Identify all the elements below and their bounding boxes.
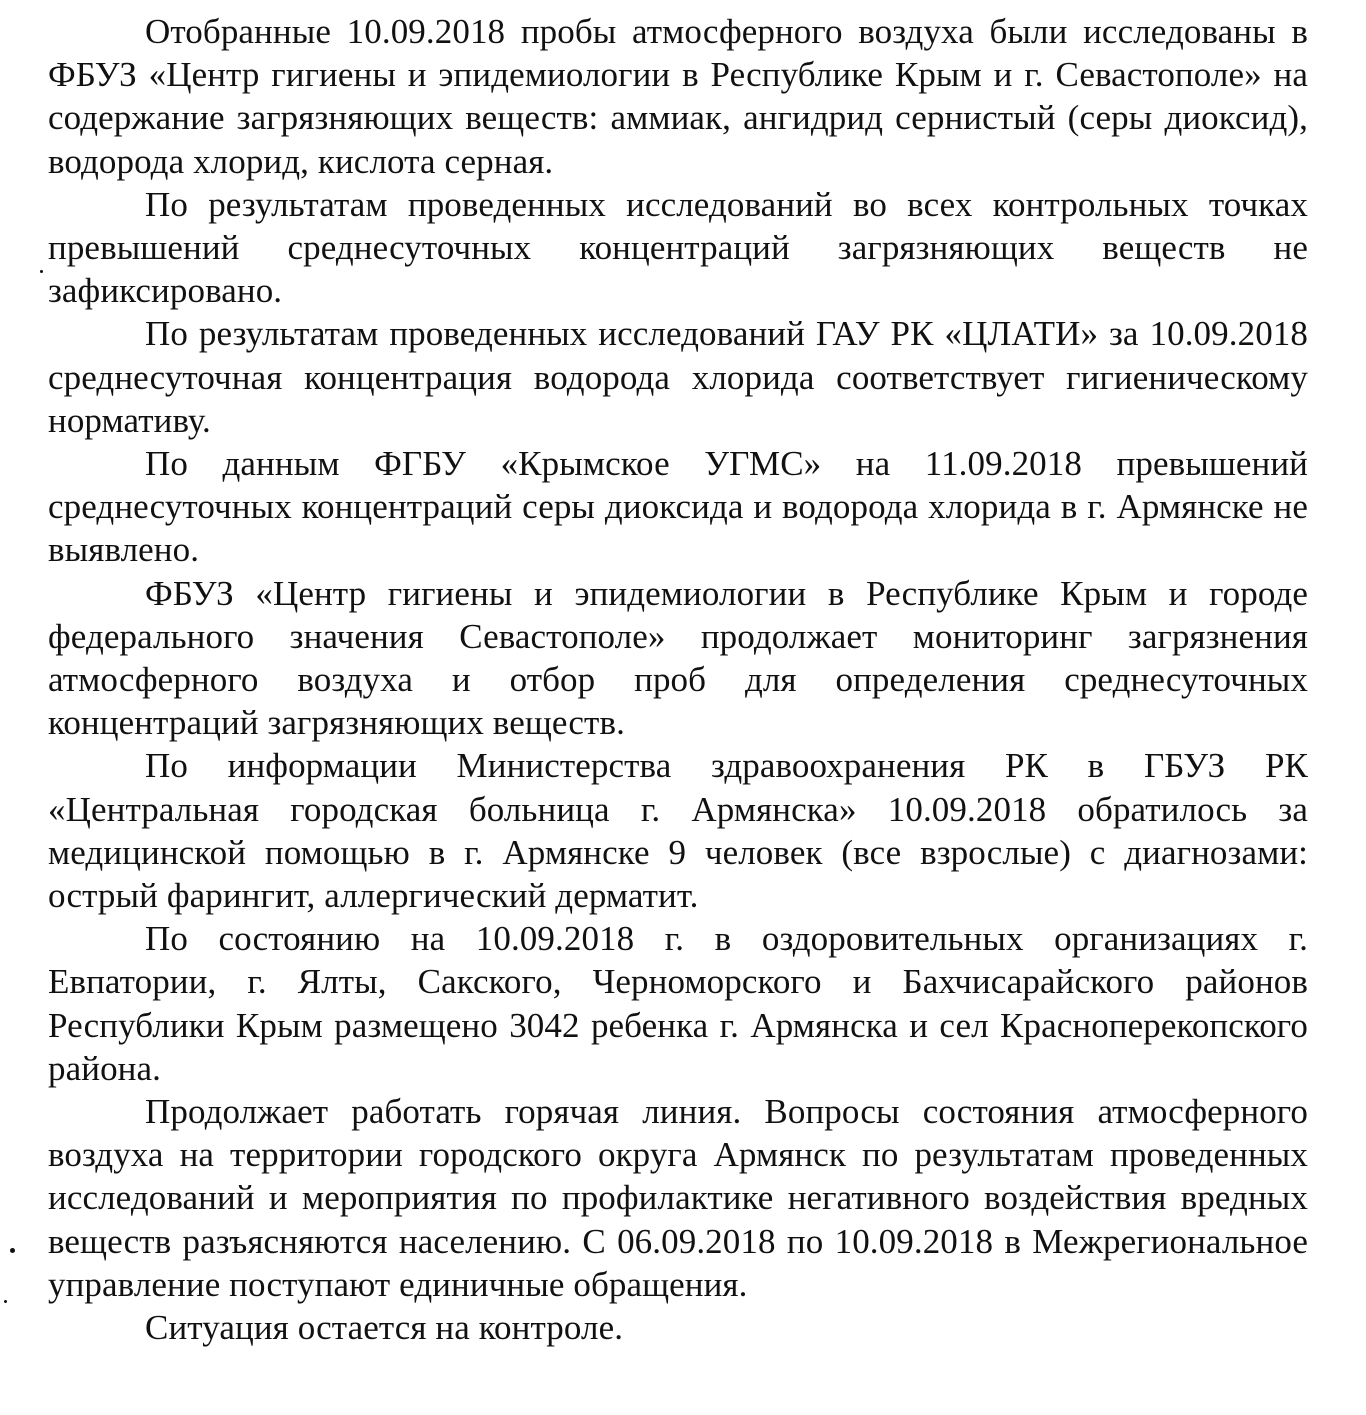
paragraph-ugms-data: По данным ФГБУ «Крымское УГМС» на 11.09.2018 превышений среднесуточных концентраций серы диоксида и водорода хлорида в г. Армянске не выявлено. [48,444,1308,570]
paragraph-air-samples: Отобранные 10.09.2018 пробы атмосферного воздуха были исследованы в ФБУЗ «Центр гигиены и эпидемиологии в Республике Крым и г. Севастополе» на содержание загрязняющих веществ: аммиак, ангидрид сернистый (серы диоксид), водорода хлорид, кислота серная. [48,12,1308,181]
paragraph-tslati-results: По результатам проведенных исследований ГАУ РК «ЦЛАТИ» за 10.09.2018 среднесуточная концентрация водорода хлорида соответствует гигиеническому нормативу. [48,314,1308,440]
paragraph-children-placement: По состоянию на 10.09.2018 г. в оздоровительных организациях г. Евпатории, г. Ялты, Сакского, Черноморского и Бахчисарайского районов Республики Крым размещено 3042 ребенка г. Армянска и сел Красноперекопского района. [48,919,1308,1088]
document-page [48,10,1308,1349]
paragraph-monitoring: ФБУЗ «Центр гигиены и эпидемиологии в Республике Крым и городе федерального значения Севастополе» продолжает мониторинг загрязнения атмосферного воздуха и отбор проб для определения среднесуточных концентраций загрязняющих веществ. [48,573,1308,743]
paragraph-control-points: По результатам проведенных исследований во всех контрольных точках превышений среднесуточных концентраций загрязняющих веществ не зафиксировано. [48,184,1308,311]
scan-speck [40,270,43,273]
paragraph-hotline: Продолжает работать горячая линия. Вопросы состояния атмосферного воздуха на территории городского округа Армянск по результатам проведенных исследований и мероприятия по профилактике негативного воздействия вредных веществ разъясняются населению. С 06.09.2018 по 10.09.2018 в Межрегиональное управление поступают единичные обращения. [48,1092,1308,1304]
paragraph-medical-help: По информации Министерства здравоохранения РК в ГБУЗ РК «Центральная городская больница г. Армянска» 10.09.2018 обратилось за медицинской помощью в г. Армянске 9 человек (все взрослые) с диагнозами: острый фарингит, аллергический дерматит. [48,746,1308,916]
scan-speck [4,1300,7,1303]
paragraph-situation-control: Ситуация остается на контроле. [145,1308,624,1348]
scan-speck [10,1248,15,1253]
